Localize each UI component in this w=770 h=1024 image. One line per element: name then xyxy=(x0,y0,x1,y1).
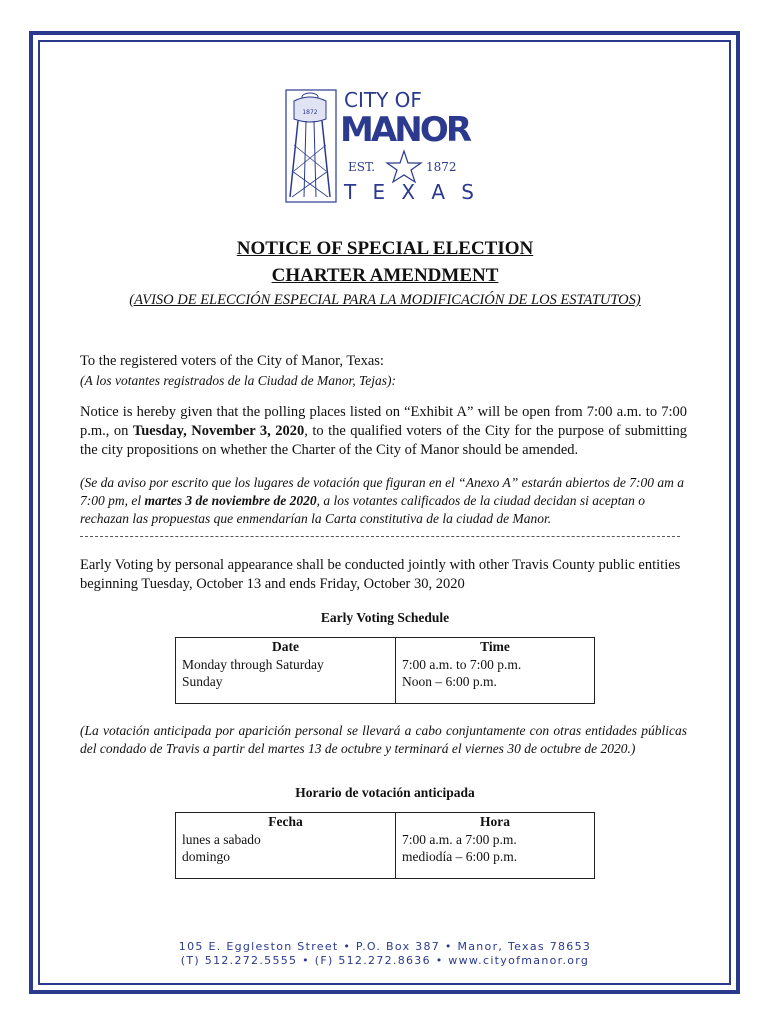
election-date: Tuesday, November 3, 2020 xyxy=(132,423,305,439)
date-sunday: Sunday xyxy=(182,674,223,689)
notice-paragraph xyxy=(80,403,687,460)
footer-address: 105 E. Eggleston Street • P.O. Box 387 • Manor, Texas 78653 xyxy=(178,940,592,953)
water-tower-icon xyxy=(286,90,336,202)
date-cell xyxy=(176,655,396,704)
time-column-header: Time xyxy=(396,638,595,656)
salutation-spanish: (A los votantes registrados de la Ciudad de Manor, Tejas): xyxy=(80,373,396,388)
notice-es-text-2: , a los votantes calificados de la ciudad decidan si aceptan o rechazan las propuestas que enmendarían la Carta constitutiva de la ciudad de Manor. xyxy=(80,493,646,526)
early-voting-schedule-title: Early Voting Schedule xyxy=(320,610,450,625)
spanish-schedule-title: Horario de votación anticipada xyxy=(295,785,475,800)
logo-year: 1872 xyxy=(426,160,457,174)
logo-manor: MANOR xyxy=(340,110,472,150)
table-row xyxy=(176,655,595,704)
notice-title: NOTICE OF SPECIAL ELECTION xyxy=(236,238,534,259)
divider xyxy=(80,536,680,537)
logo-est: EST. xyxy=(348,160,376,174)
hora-column-header: Hora xyxy=(396,813,595,831)
early-voting-schedule-table xyxy=(175,637,595,704)
date-column-header: Date xyxy=(176,638,396,656)
date-weekday: Monday through Saturday xyxy=(182,657,324,672)
salutation: To the registered voters of the City of Manor, Texas: xyxy=(80,353,384,369)
fecha-cell xyxy=(176,830,396,879)
star-icon xyxy=(387,151,421,182)
footer-contact: (T) 512.272.5555 • (F) 512.272.8636 • www.cityofmanor.org xyxy=(180,954,590,967)
early-voting-paragraph-spanish: (La votación anticipada por aparición personal se llevará a cabo conjuntamente con otras entidades públicas del condado de Travis a partir del martes 13 de octubre y terminará el viernes 30 de octubre de 2020.) xyxy=(80,723,687,756)
tower-year: 1872 xyxy=(302,109,318,116)
notice-es-text-1: (Se da aviso por escrito que los lugares de votación que figuran en el “Anexo A” estarán abiertos de 7:00 am a 7:00 pm, el xyxy=(80,475,685,508)
notice-text-2: , to the qualified voters of the City for the purpose of submitting the city propositions on whether the Charter of the City of Manor should be amended. xyxy=(80,423,687,458)
election-date-spanish: martes 3 de noviembre de 2020 xyxy=(144,493,317,508)
table-row xyxy=(176,830,595,879)
spanish-schedule-table xyxy=(175,812,595,879)
fecha-sunday: domingo xyxy=(182,849,231,864)
logo-city-of: CITY OF xyxy=(344,88,422,112)
fecha-column-header: Fecha xyxy=(176,813,396,831)
hora-weekday: 7:00 a.m. a 7:00 p.m. xyxy=(402,832,517,847)
time-sunday: Noon – 6:00 p.m. xyxy=(402,674,497,689)
logo-texas: TEXAS xyxy=(344,180,474,204)
notice-text-1: Notice is hereby given that the polling places listed on “Exhibit A” will be open from 7:00 a.m. to 7:00 p.m., on xyxy=(80,404,687,439)
city-of-manor-logo xyxy=(280,85,480,205)
fecha-weekday: lunes a sabado xyxy=(182,832,261,847)
notice-paragraph-spanish xyxy=(80,474,687,528)
charter-amendment-title: CHARTER AMENDMENT xyxy=(271,265,499,286)
time-weekday: 7:00 a.m. to 7:00 p.m. xyxy=(402,657,522,672)
hora-sunday: mediodía – 6:00 p.m. xyxy=(402,849,518,864)
spanish-subtitle: (AVISO DE ELECCIÓN ESPECIAL PARA LA MODIFICACIÓN DE LOS ESTATUTOS) xyxy=(129,292,641,308)
hora-cell xyxy=(396,830,595,879)
early-voting-paragraph: Early Voting by personal appearance shall be conducted jointly with other Travis County public entities beginning Tuesday, October 13 and ends Friday, October 30, 2020 xyxy=(80,557,681,592)
time-cell xyxy=(396,655,595,704)
